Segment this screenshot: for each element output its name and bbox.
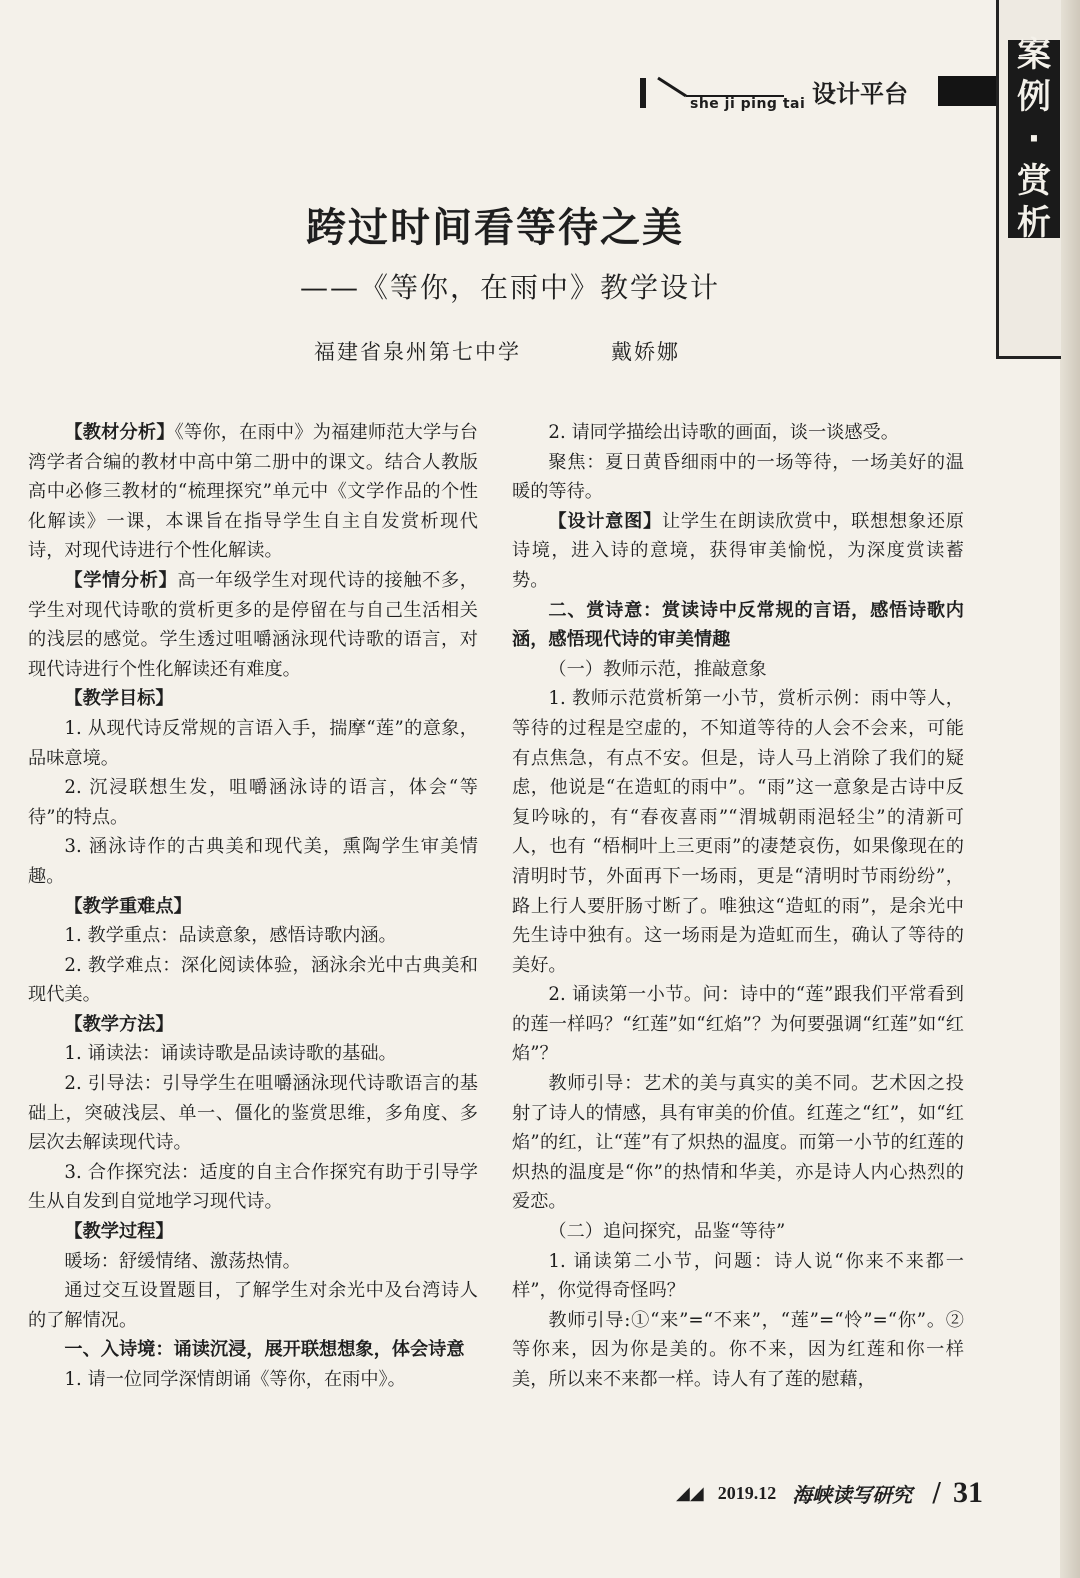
paragraph: 【设计意图】让学生在朗读欣赏中，联想想象还原诗境，进入诗的意境，获得审美愉悦，为深度赏读蓄势。 [512,510,964,591]
side-tab-char: 析 [1017,203,1051,243]
school-name: 福建省泉州第七中学 [314,340,521,364]
paragraph: 1. 诵读第二小节，问题：诗人说“你来不来都一样”，你觉得奇怪吗？ [512,1250,964,1302]
right-column [512,418,964,1395]
key-item: 1. 教学重点：品读意象，感悟诗歌内涵。 [64,925,397,947]
paragraph: 1. 请一位同学深情朗诵《等你，在雨中》。 [64,1369,406,1390]
article-subtitle: ——《等你，在雨中》教学设计 [300,271,721,304]
page-number: 31 [952,1476,983,1509]
heading-teaching-methods: 【教学方法】 [64,1013,174,1035]
paragraph: 【学情分析】高一年级学生对现代诗的接触不多，学生对现代诗歌的赏析更多的是停留在与自己生活相关的浅层的感觉。学生透过咀嚼涵泳现代诗歌的语言，对现代诗进行个性化解读还有难度。 [28,569,478,680]
issue-date: 2019.12 [717,1482,777,1503]
paragraph: 教师引导:①“来”=“不来”，“莲”=“怜”=“你”。②等你来，因为你是美的。你不来，因为红莲和你一样美，所以来不来都一样。诗人有了莲的慰藉， [512,1309,964,1390]
byline [314,336,680,366]
heading-key-points: 【教学重难点】 [64,895,192,917]
goal-item: 3. 涵泳诗作的古典美和现代美，熏陶学生审美情趣。 [28,836,478,887]
paragraph: 【教材分析】《等你，在雨中》为福建师范大学与台湾学者合编的教材中高中第二册中的课文。结合人教版高中必修三教材的“梳理探究”单元中《文学作品的个性化解读》一课，本课旨在指导学生自主自发赏析现代诗，对现代诗进行个性化解读。 [28,422,478,562]
page-edge [1060,0,1080,1578]
paragraph: 2. 诵读第一小节。问：诗中的“莲”跟我们平常看到的莲一样吗？“红莲”如“红焰”？为何要强调“红莲”如“红焰”？ [512,984,964,1065]
heading-teaching-goals: 【教学目标】 [64,688,174,710]
footer-slash: / [932,1478,941,1508]
paragraph: 2. 请同学描绘出诗歌的画面，谈一谈感受。 [548,422,899,443]
footer-mark: ◢◢ [676,1482,704,1504]
sub-heading: （一）教师示范，推敲意象 [548,658,767,680]
section-pinyin: she ji ping tai [690,96,806,112]
side-tab [1008,35,1060,243]
side-tab-char: 赏 [1017,161,1051,201]
paragraph: 教师引导：艺术的美与真实的美不同。艺术因之投射了诗人的情感，具有审美的价值。红莲之“红”，如“红焰”的红，让“莲”有了炽热的温度。而第一小节的红莲的炽热的温度是“你”的热情和华美，亦是诗人内心热烈的爱恋。 [512,1073,964,1213]
header-bar [640,78,646,108]
article-title: 跨过时间看等待之美 [306,204,684,251]
section-heading: 一、入诗境：诵读沉浸，展开联想想象，体会诗意 [64,1339,465,1361]
paragraph: 通过交互设置题目，了解学生对余光中及台湾诗人的了解情况。 [28,1280,478,1331]
method-item: 1. 诵读法：诵读诗歌是品读诗歌的基础。 [64,1043,397,1065]
author-name: 戴娇娜 [611,340,680,364]
label-design-intent: 【设计意图】 [548,510,662,532]
header-black-block [938,76,996,106]
goal-item: 1. 从现代诗反常规的言语入手，揣摩“莲”的意象，品味意境。 [28,717,478,769]
section-heading: 二、赏诗意：赏读诗中反常规的言语，感悟诗歌内涵，感悟现代诗的审美情趣 [512,599,964,651]
section-title: 设计平台 [812,80,908,108]
label-textbook-analysis: 【教材分析】 [64,422,175,443]
method-item: 2. 引导法：引导学生在咀嚼涵泳现代诗歌语言的基础上，突破浅层、单一、僵化的鉴赏思维，多角度、多层次去解读现代诗。 [28,1073,478,1154]
journal-name: 海峡读写研究 [792,1482,913,1507]
label-student-analysis: 【学情分析】 [64,569,178,591]
left-column [28,418,478,1395]
paragraph: 聚焦：夏日黄昏细雨中的一场等待，一场美好的温暖的等待。 [512,451,964,503]
paragraph: 1. 教师示范赏析第一小节，赏析示例：雨中等人，等待的过程是空虚的，不知道等待的人会不会来，可能有点焦急，有点不安。但是，诗人马上消除了我们的疑虑，他说是“在造虹的雨中”。“雨”这一意象是古诗中反复吟咏的，有“春夜喜雨”“渭城朝雨浥轻尘”的清新可人，也有 “梧桐叶上三更雨”的凄楚哀伤，如果像现在的清明时节，外面再下一场雨，更是“清明时节雨纷纷”，路上行人要肝肠寸断了。唯独这“造虹的雨”，是余光中先生诗中独有。这一场雨是为造虹而生，确认了等待的美好。 [512,688,964,976]
method-item: 3. 合作探究法：适度的自主合作探究有助于引导学生从自发到自觉地学习现代诗。 [28,1161,478,1213]
side-tab-char: 例 [1017,77,1051,117]
paragraph: 暖场：舒缓情绪、激荡热情。 [64,1250,301,1272]
side-tab-char: · [1027,119,1041,159]
side-tab-char: 案 [1017,35,1051,75]
heading-teaching-process: 【教学过程】 [64,1221,174,1243]
key-item: 2. 教学难点：深化阅读体验，涵泳余光中古典美和现代美。 [28,954,478,1006]
sub-heading: （二）追问探究，品鉴“等待” [548,1221,786,1243]
page-footer [676,1476,983,1510]
goal-item: 2. 沉浸联想生发，咀嚼涵泳诗的语言，体会“等待”的特点。 [28,777,478,828]
